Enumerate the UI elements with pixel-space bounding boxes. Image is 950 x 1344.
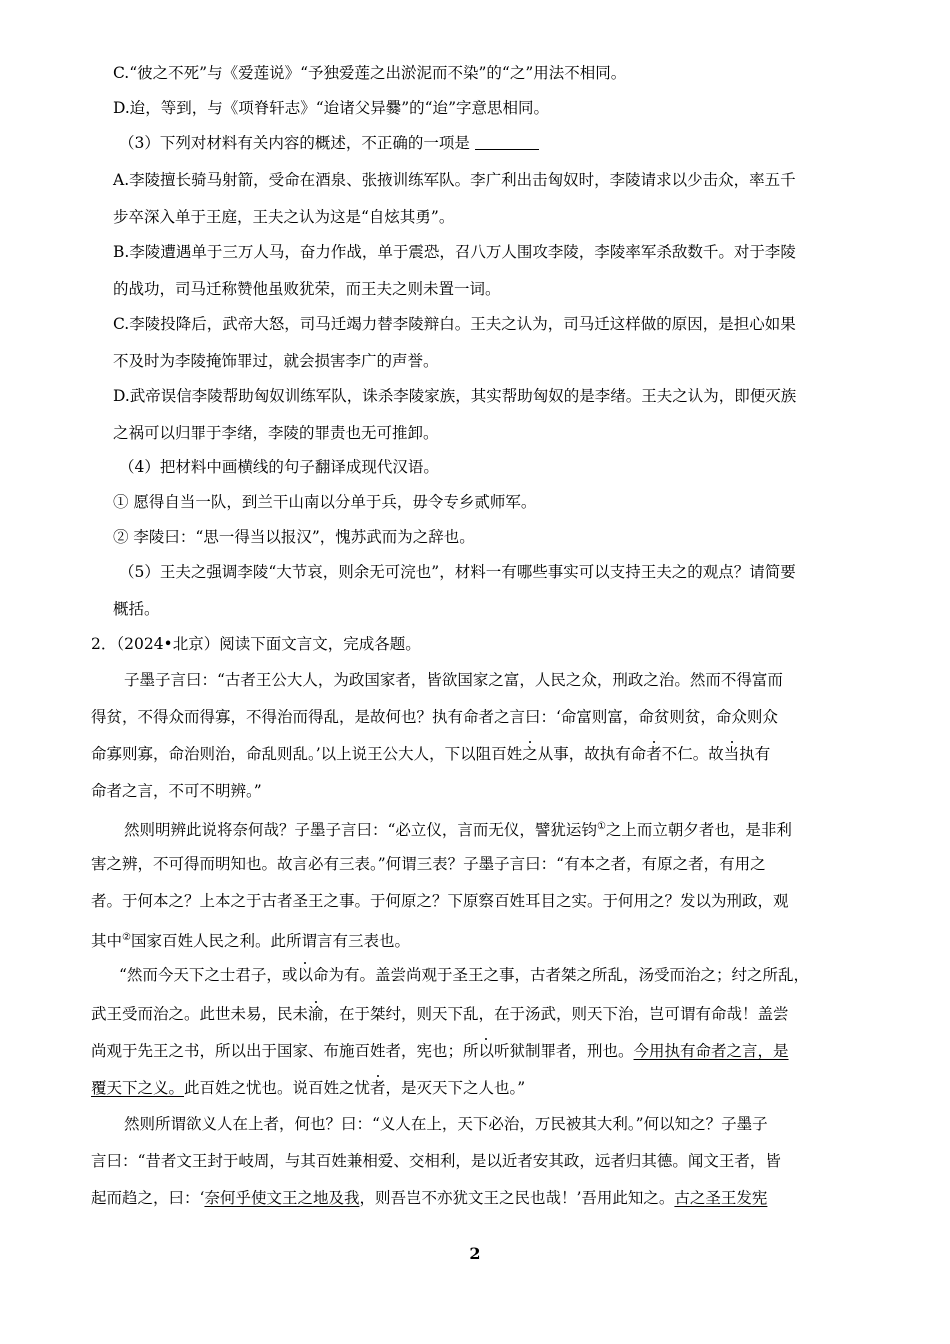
q4-item-1: ① 愿得自当一队，到兰干山南以分单于兵，毋令专乡贰师军。 xyxy=(113,493,537,511)
emphasis-dot-char: 以 xyxy=(478,1042,495,1060)
passage-p2-line1: 然则明辨此说将奈何哉？子墨子言曰：“必立仪，言而无仪，譬犹运钧①之上而立朝夕者也，是非利 xyxy=(124,821,792,839)
q3-stem: （3）下列对材料有关内容的概述，不正确的一项是 xyxy=(119,133,539,153)
passage-p3-line4: 覆天下之义。此百姓之忧也。说百姓之忧者，是灭天下之人也。” xyxy=(91,1079,526,1097)
passage-p2-line2: 害之辨，不可得而明知也。故言必有三表。”何谓三表？子墨子言曰：“有本之者，有原之者，有用之 xyxy=(91,855,766,873)
underlined-sentence: 覆天下之义。 xyxy=(91,1079,185,1097)
passage-p1-line1: 子墨子言曰：“古者王公大人，为政国家者，皆欲国家之富，人民之众，刑政之治。然而不得富而 xyxy=(124,671,783,689)
q1-option-c: C.“彼之不死”与《爱莲说》“予独爱莲之出淤泥而不染”的“之”用法不相同。 xyxy=(113,64,627,82)
q5-stem-line2: 概括。 xyxy=(113,600,160,618)
underlined-sentence: 今用执有命者之言，是 xyxy=(633,1042,789,1060)
passage-p4-line1: 然则所谓欲义人在上者，何也？曰：“义人在上，天下必治，万民被其大利。”何以知之？子墨子 xyxy=(124,1115,768,1133)
q4-stem: （4）把材料中画横线的句子翻译成现代汉语。 xyxy=(119,458,439,476)
q3-option-d-line2: 之祸可以归罪于李绪，李陵的罪责也无可推卸。 xyxy=(113,424,439,442)
passage-p2-line4: 其中②国家百姓人民之利。此所谓言有三表也。 xyxy=(91,932,410,950)
passage-p4-line3: 起而趋之，曰：‘奈何乎使文王之地及我，则吾岂不亦犹文王之民也哉！’吾用此知之。古之圣王发宪 xyxy=(91,1189,768,1207)
q4-item-2: ② 李陵曰：“思一得当以报汉”，愧苏武而为之辞也。 xyxy=(113,528,475,546)
emphasis-dot-char: 者 xyxy=(646,745,662,763)
q1-option-d: D.迨，等到，与《项脊轩志》“迨诸父异爨”的“迨”字意思相同。 xyxy=(113,99,549,117)
q3-option-d-line1: D.武帝误信李陵帮助匈奴训练军队，诛杀李陵家族，其实帮助匈奴的是李绪。王夫之认为，即便灭族 xyxy=(113,387,797,405)
q2-header: 2．（2024•北京）阅读下面文言文，完成各题。 xyxy=(91,635,421,653)
emphasis-dot-char: 以 xyxy=(297,966,313,984)
emphasis-dot-char: 之 xyxy=(522,745,538,763)
passage-p4-line2: 言曰：“昔者文王封于岐周，与其百姓兼相爱、交相利，是以近者安其政，远者归其德。闻文王者，皆 xyxy=(91,1152,781,1170)
q3-option-a-line2: 步卒深入单于王庭，王夫之认为这是“自炫其勇”。 xyxy=(113,208,455,226)
underlined-sentence: 奈何乎使文王之地及我 xyxy=(204,1189,360,1207)
page-number: 2 xyxy=(469,1244,481,1263)
footnote-marker: ① xyxy=(596,821,606,832)
passage-p3-line3: 尚观于先王之书，所以出于国家、布施百姓者，宪也；所以听狱制罪者，刑也。今用执有命者之言，是 xyxy=(91,1042,789,1060)
passage-p1-line2: 得贫，不得众而得寡，不得治而得乱，是故何也？执有命者之言曰：‘命富则富，命贫则贫，命众则众 xyxy=(91,708,778,726)
passage-p2-line3: 者。于何本之？上本之于古者圣王之事。于何原之？下原察百姓耳目之实。于何用之？发以为刑政，观 xyxy=(91,892,789,910)
emphasis-dot-char: 渝 xyxy=(308,1005,324,1023)
q5-stem-line1: （5）王夫之强调李陵“大节哀，则余无可浣也”，材料一有哪些事实可以支持王夫之的观点？请简要 xyxy=(119,563,796,581)
emphasis-dot-char: 者 xyxy=(370,1079,386,1097)
q3-option-c-line1: C.李陵投降后，武帝大怒，司马迁竭力替李陵辩白。王夫之认为，司马迁这样做的原因，是担心如果 xyxy=(113,315,796,333)
passage-p3-line2: 武王受而治之。此世未易，民未渝，在于桀纣，则天下乱，在于汤武，则天下治，岂可谓有命哉！盖尝 xyxy=(91,1005,789,1023)
passage-p3-line1: “然而今天下之士君子，或以命为有。盖尝尚观于圣王之事，古者桀之所乱，汤受而治之；纣之所乱， xyxy=(119,966,809,984)
answer-blank xyxy=(475,135,539,150)
passage-p1-line4: 命者之言，不可不明辨。” xyxy=(91,782,262,800)
q3-option-c-line2: 不及时为李陵掩饰罪过，就会损害李广的声誉。 xyxy=(113,352,439,370)
footnote-marker: ② xyxy=(122,932,131,943)
q3-option-b-line2: 的战功，司马迁称赞他虽败犹荣，而王夫之则未置一词。 xyxy=(113,280,501,298)
q3-option-a-line1: A.李陵擅长骑马射箭，受命在酒泉、张掖训练军队。李广利出击匈奴时，李陵请求以少击众，率五千 xyxy=(113,171,796,189)
q3-option-b-line1: B.李陵遭遇单于三万人马，奋力作战，单于震恐，召八万人围攻李陵，李陵率军杀敌数千。对于李陵 xyxy=(113,243,796,261)
passage-p1-line3: 命寡则寡，命治则治，命乱则乱。’以上说王公大人，下以阻百姓之从事，故执有命者不仁。故当执有 xyxy=(91,745,771,763)
underlined-sentence: 古之圣王发宪 xyxy=(674,1189,768,1207)
emphasis-dot-char: 当 xyxy=(723,745,740,763)
